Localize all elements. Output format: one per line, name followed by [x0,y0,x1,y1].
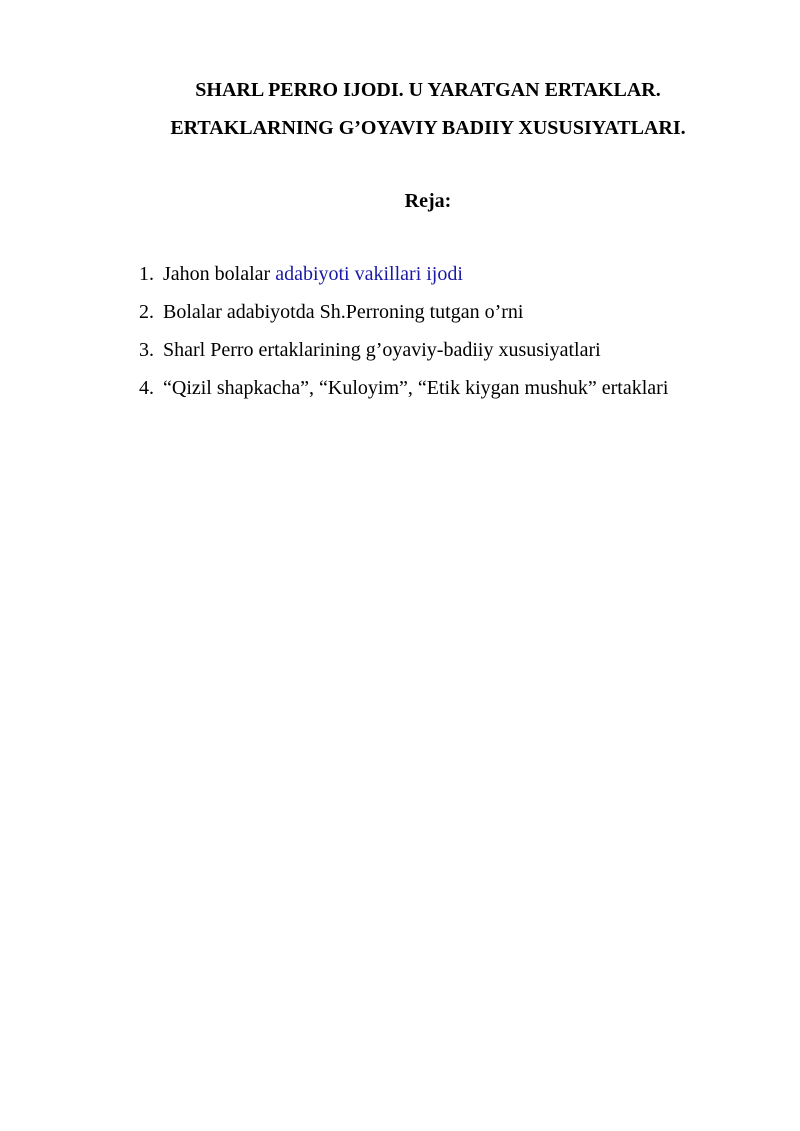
plan-item-link[interactable]: adabiyoti vakillari ijodi [275,263,463,285]
document-title-line-1: SHARL PERRO IJODI. U YARATGAN ERTAKLAR. [195,79,661,101]
plan-item-4 [139,376,668,414]
plan-item-text: “Qizil shapkacha”, “Kuloyim”, “Etik kiygan mushuk” ertaklari [163,377,669,399]
plan-item-text: Bolalar adabiyotda Sh.Perroning tutgan o’rni [163,301,524,323]
plan-item-3 [139,338,668,376]
plan-item-plain-text: Jahon bolalar [163,263,276,285]
plan-item-number: 4. [139,377,154,399]
plan-list [139,262,668,414]
plan-item-number: 3. [139,339,154,361]
plan-item-2 [139,300,668,338]
plan-item-text: Sharl Perro ertaklarining g’oyaviy-badiiy xususiyatlari [163,339,601,361]
plan-heading: Reja: [404,190,452,212]
plan-item-number: 1. [139,263,154,285]
plan-item-text [163,262,463,300]
plan-item-number: 2. [139,301,154,323]
document-title-line-2: ERTAKLARNING G’OYAVIY BADIIY XUSUSIYATLARI. [170,117,686,139]
plan-item-1 [139,262,668,300]
